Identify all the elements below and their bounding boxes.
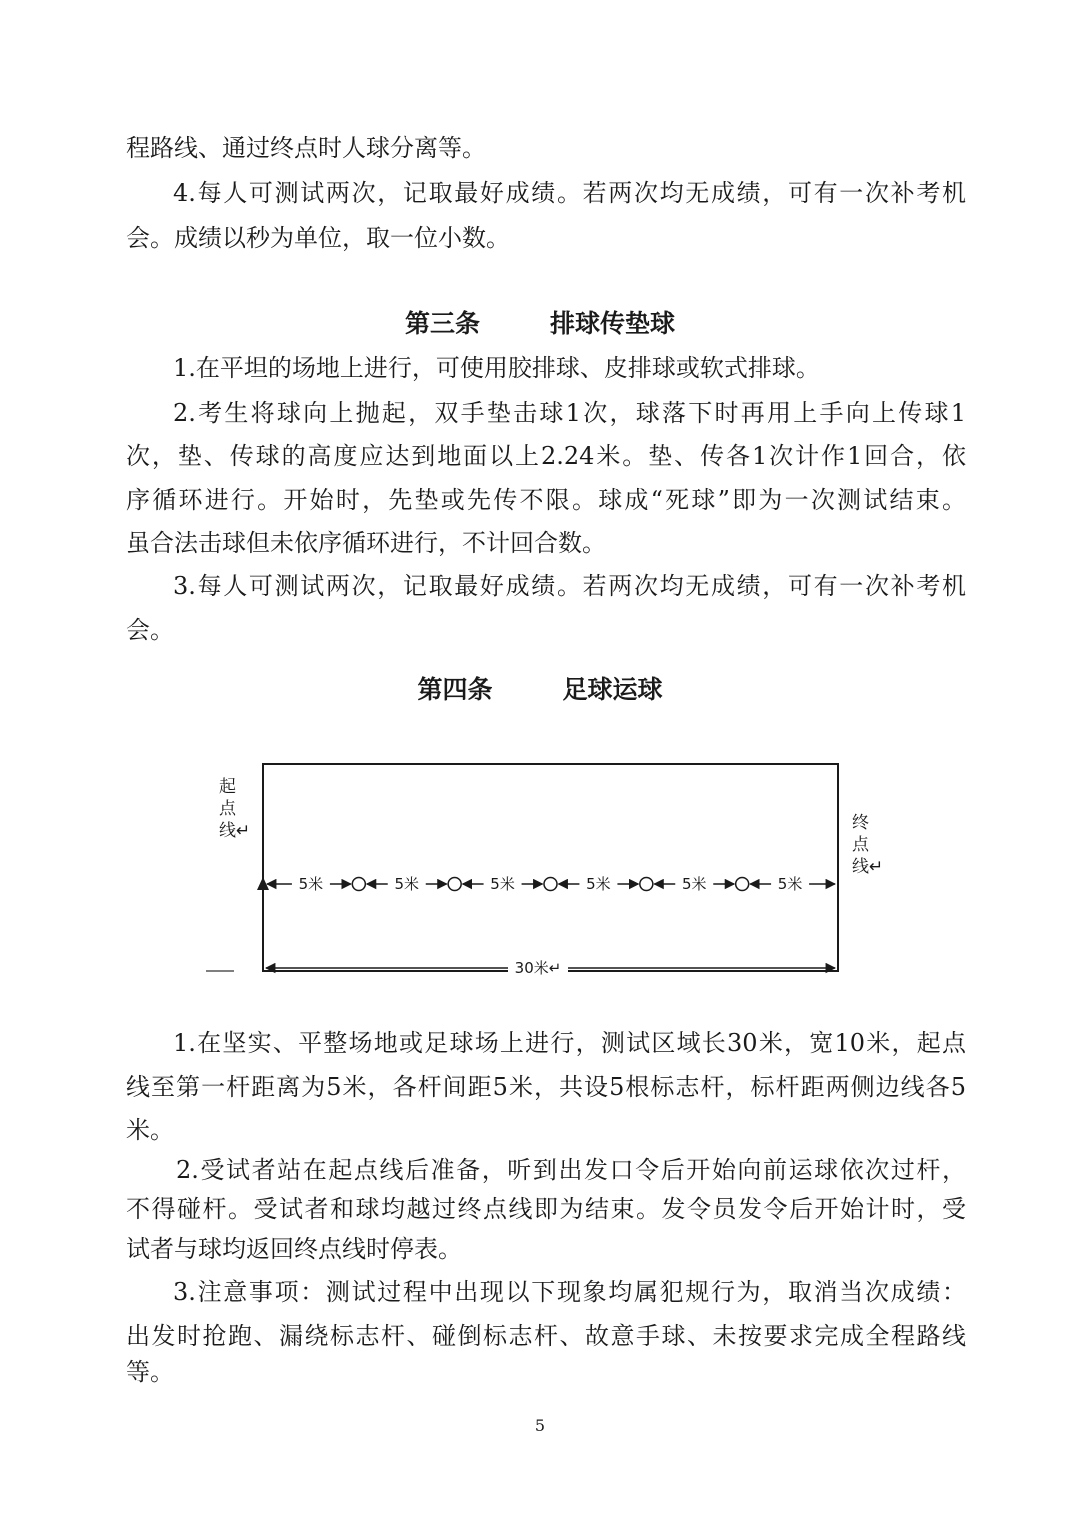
paragraph-line: 不得碰杆。受试者和球均越过终点线即为结束。发令员发令后开始计时，受 [126, 1195, 966, 1223]
segment-length-label: 5米 [394, 875, 420, 893]
segment-length-label: 5米 [586, 875, 611, 893]
segment-length-label: 5米 [777, 875, 803, 893]
paragraph-line: 1.在坚实、平整场地或足球场上进行，测试区域长30米，宽10米，起点 [173, 1029, 966, 1057]
page-number: 5 [534, 1416, 546, 1435]
field-boundary [263, 764, 838, 971]
paragraph-line: 米。 [126, 1116, 174, 1144]
section-4-number: 第四条 [417, 675, 493, 704]
paragraph-line: 出发时抢跑、漏绕标志杆、碰倒标志杆、故意手球、未按要求完成全程路线 [126, 1322, 966, 1350]
paragraph-line: 会。 [126, 616, 174, 644]
end-line-label-1: 终 [852, 813, 869, 833]
section-3-title: 排球传垫球 [550, 309, 676, 338]
end-line-label-2: 点 [852, 835, 869, 855]
marker-pole [736, 878, 749, 891]
paragraph-line: 2.考生将球向上抛起，双手垫击球1次，球落下时再用上手向上传球1 [173, 399, 966, 427]
paragraph-line: 等。 [126, 1358, 174, 1386]
end-line-label-3: 线↵ [852, 857, 884, 877]
paragraph-line: 程路线、通过终点时人球分离等。 [126, 134, 486, 162]
total-length-label: 30米↵ [514, 959, 562, 977]
paragraph-line: 3.每人可测试两次，记取最好成绩。若两次均无成绩，可有一次补考机 [173, 572, 966, 600]
paragraph-line: 3.注意事项：测试过程中出现以下现象均属犯规行为，取消当次成绩： [173, 1278, 966, 1306]
marker-pole [544, 878, 557, 891]
marker-pole [448, 878, 461, 891]
marker-pole [640, 878, 653, 891]
segment-length-label: 5米 [490, 875, 515, 893]
section-4-title: 足球运球 [562, 675, 663, 704]
paragraph-line: 线至第一杆距离为5米，各杆间距5米，共设5根标志杆，标杆距两侧边线各5 [126, 1073, 966, 1101]
paragraph-line: 虽合法击球但未依序循环进行，不计回合数。 [126, 529, 606, 557]
segment-length-label: 5米 [681, 875, 707, 893]
start-line-label-2: 点 [219, 799, 236, 819]
paragraph-line: 会。成绩以秒为单位，取一位小数。 [126, 224, 510, 252]
paragraph-line: 次，垫、传球的高度应达到地面以上2.24米。垫、传各1次计作1回合，依 [126, 442, 966, 470]
segment-length-label: 5米 [298, 875, 324, 893]
start-line-label-1: 起 [219, 777, 236, 797]
paragraph-line: 2.受试者站在起点线后准备，听到出发口令后开始向前运球依次过杆， [176, 1156, 966, 1184]
paragraph-line: 序循环进行。开始时，先垫或先传不限。球成“死球”即为一次测试结束。 [126, 486, 966, 514]
paragraph-line: 试者与球均返回终点线时停表。 [126, 1235, 462, 1263]
section-3-number: 第三条 [404, 309, 480, 338]
start-line-label-3: 线↵ [219, 821, 251, 841]
paragraph-line: 4.每人可测试两次，记取最好成绩。若两次均无成绩，可有一次补考机 [173, 179, 966, 207]
marker-pole [352, 878, 365, 891]
paragraph-line: 1.在平坦的场地上进行，可使用胶排球、皮排球或软式排球。 [173, 354, 820, 382]
